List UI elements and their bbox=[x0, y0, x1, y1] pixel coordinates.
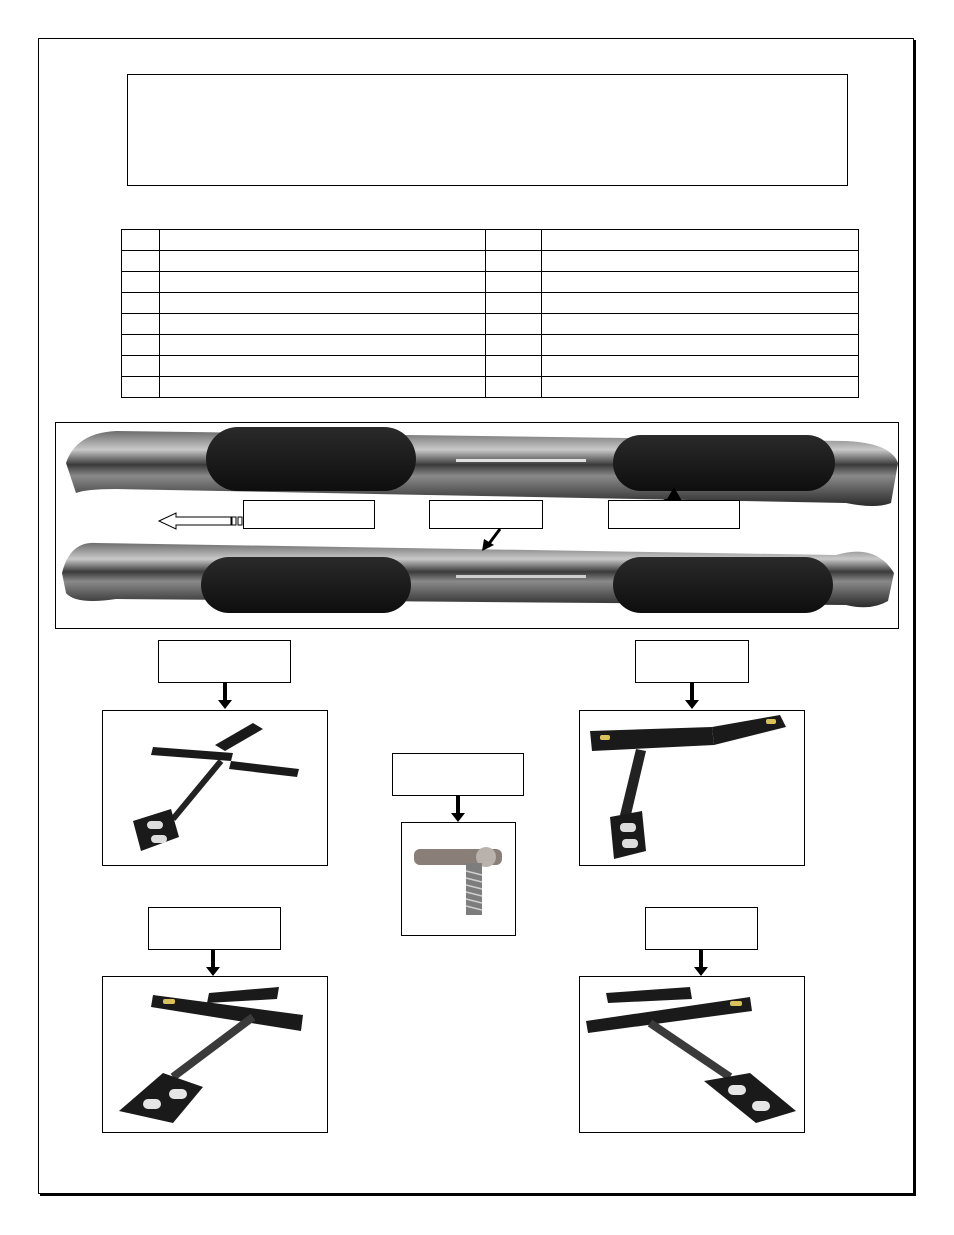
table-cell bbox=[122, 314, 160, 335]
lower-step-pad-left bbox=[201, 557, 411, 613]
bracket-label-bottom-right bbox=[645, 907, 758, 950]
front-direction-arrow-icon bbox=[159, 513, 231, 529]
bracket-label-bottom-left bbox=[148, 907, 281, 950]
table-cell bbox=[160, 377, 486, 398]
table-cell bbox=[486, 377, 542, 398]
table-cell bbox=[542, 230, 859, 251]
upper-step-pad-left bbox=[206, 427, 416, 491]
table-row bbox=[122, 377, 859, 398]
bracket-image-bottom-left bbox=[103, 977, 328, 1133]
table-cell bbox=[160, 335, 486, 356]
arrow-down-icon bbox=[223, 683, 227, 701]
bracket-image-top-right bbox=[580, 711, 805, 866]
table-cell bbox=[122, 356, 160, 377]
table-cell bbox=[486, 272, 542, 293]
arrow-down-icon bbox=[690, 683, 694, 701]
table-cell bbox=[486, 335, 542, 356]
page-frame-shadow-bottom bbox=[40, 1194, 916, 1196]
table-cell bbox=[486, 314, 542, 335]
table-cell bbox=[122, 230, 160, 251]
table-cell bbox=[122, 293, 160, 314]
table-cell bbox=[160, 314, 486, 335]
title-box bbox=[127, 74, 848, 186]
table-cell bbox=[542, 356, 859, 377]
table-cell bbox=[486, 356, 542, 377]
bracket-label-top-left bbox=[158, 640, 291, 683]
table-cell bbox=[160, 251, 486, 272]
lower-step-pad-right bbox=[613, 557, 833, 613]
table-cell bbox=[122, 335, 160, 356]
table-cell bbox=[542, 314, 859, 335]
table-cell bbox=[486, 230, 542, 251]
bracket-photo-bottom-right bbox=[579, 976, 805, 1133]
table-row bbox=[122, 356, 859, 377]
arrow-down-icon bbox=[699, 950, 703, 968]
bracket-image-bottom-right bbox=[580, 977, 805, 1133]
step-label-right bbox=[608, 500, 740, 529]
bolt-image bbox=[402, 823, 516, 936]
table-cell bbox=[122, 251, 160, 272]
table-row bbox=[122, 293, 859, 314]
table-cell bbox=[160, 356, 486, 377]
bracket-photo-top-right bbox=[579, 710, 805, 866]
table-cell bbox=[486, 293, 542, 314]
table-cell bbox=[122, 272, 160, 293]
arrow-down-icon bbox=[211, 950, 215, 968]
step-label-middle bbox=[429, 500, 543, 529]
bolt-photo bbox=[401, 822, 516, 936]
page-frame-shadow-right bbox=[914, 40, 916, 1196]
table-cell bbox=[542, 272, 859, 293]
bracket-image-top-left bbox=[103, 711, 328, 866]
upper-step-pad-right bbox=[613, 435, 835, 491]
table-cell bbox=[542, 293, 859, 314]
table-cell bbox=[486, 251, 542, 272]
table-cell bbox=[160, 272, 486, 293]
table-cell bbox=[122, 377, 160, 398]
bracket-photo-bottom-left bbox=[102, 976, 328, 1133]
arrow-down-icon bbox=[456, 796, 460, 814]
bracket-photo-top-left bbox=[102, 710, 328, 866]
table-cell bbox=[160, 230, 486, 251]
table-cell bbox=[160, 293, 486, 314]
table-cell bbox=[542, 251, 859, 272]
bracket-label-top-right bbox=[635, 640, 749, 683]
step-label-front bbox=[243, 500, 375, 529]
table-row bbox=[122, 314, 859, 335]
table-row bbox=[122, 272, 859, 293]
table-row bbox=[122, 251, 859, 272]
table-row bbox=[122, 230, 859, 251]
parts-table bbox=[121, 229, 859, 398]
table-cell bbox=[542, 377, 859, 398]
table-cell bbox=[542, 335, 859, 356]
bracket-label-center bbox=[392, 753, 524, 796]
table-row bbox=[122, 335, 859, 356]
